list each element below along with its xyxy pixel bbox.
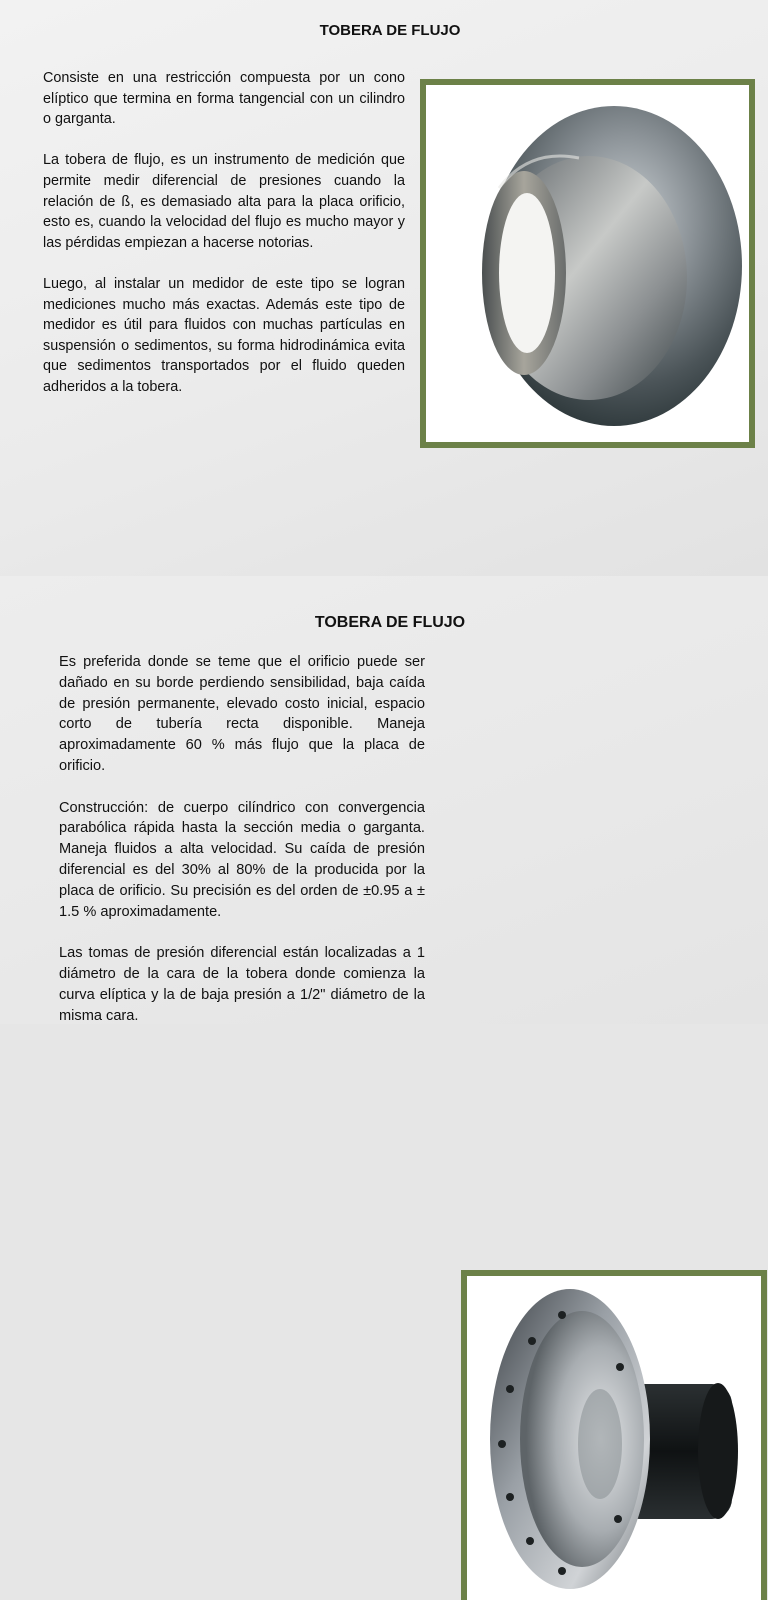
flow-nozzle-image <box>429 88 746 439</box>
slide-2-body <box>59 652 425 1047</box>
flanged-nozzle-image <box>470 1279 758 1600</box>
slide-1-paragraph-3: Luego, al instalar un medidor de este tipo se logran mediciones mucho más exactas. Además este tipo de medidor es útil para fluidos con muchas partículas en suspensión o sedimentos, su forma hidrodinámica evita que sedimentos transportados por el fluido queden adheridos a la tobera. <box>43 275 405 395</box>
slide-2-paragraph-2: Construcción: de cuerpo cilíndrico con convergencia parabólica rápida hasta la sección media o garganta. Maneja fluidos a alta velocidad. Su caída de presión diferencial es del 30% al 80% de la producida por la placa de orificio. Su precisión es del orden de ±0.95 a ± 1.5 % aproximadamente. <box>59 799 425 920</box>
nozzle-photo-frame-1 <box>420 79 755 448</box>
slide-1-body <box>43 68 405 418</box>
slide-1 <box>0 0 768 576</box>
slide-2 <box>0 576 768 1024</box>
slide-2-paragraph-3: Las tomas de presión diferencial están localizadas a 1 diámetro de la cara de la tobera donde comienza la curva elíptica y la de baja presión a 1/2" diámetro de la misma cara. <box>59 945 425 1024</box>
slide-1-paragraph-2: La tobera de flujo, es un instrumento de medición que permite medir diferencial de presiones cuando la relación de ß, es demasiado alta para la placa orificio, esto es, cuando la velocidad del flujo es mucho mayor y las pérdidas empiezan a hacerse notorias. <box>43 152 405 251</box>
slide-2-title: TOBERA DE FLUJO <box>314 614 466 631</box>
slide-2-paragraph-1: Es preferida donde se teme que el orificio puede ser dañado en su borde perdiendo sensibilidad, baja caída de presión permanente, elevado costo inicial, espacio corto de tubería recta disponible. Maneja aproximadamente 60 % más flujo que la placa de orificio. <box>59 654 425 774</box>
slide-1-paragraph-1: Consiste en una restricción compuesta por un cono elíptico que termina en forma tangencial con un cilindro o garganta. <box>43 70 405 128</box>
nozzle-photo-1 <box>426 85 749 442</box>
nozzle-photo-frame-2 <box>461 1270 767 1600</box>
nozzle-photo-2 <box>467 1276 761 1600</box>
slide-1-title: TOBERA DE FLUJO <box>319 22 461 39</box>
